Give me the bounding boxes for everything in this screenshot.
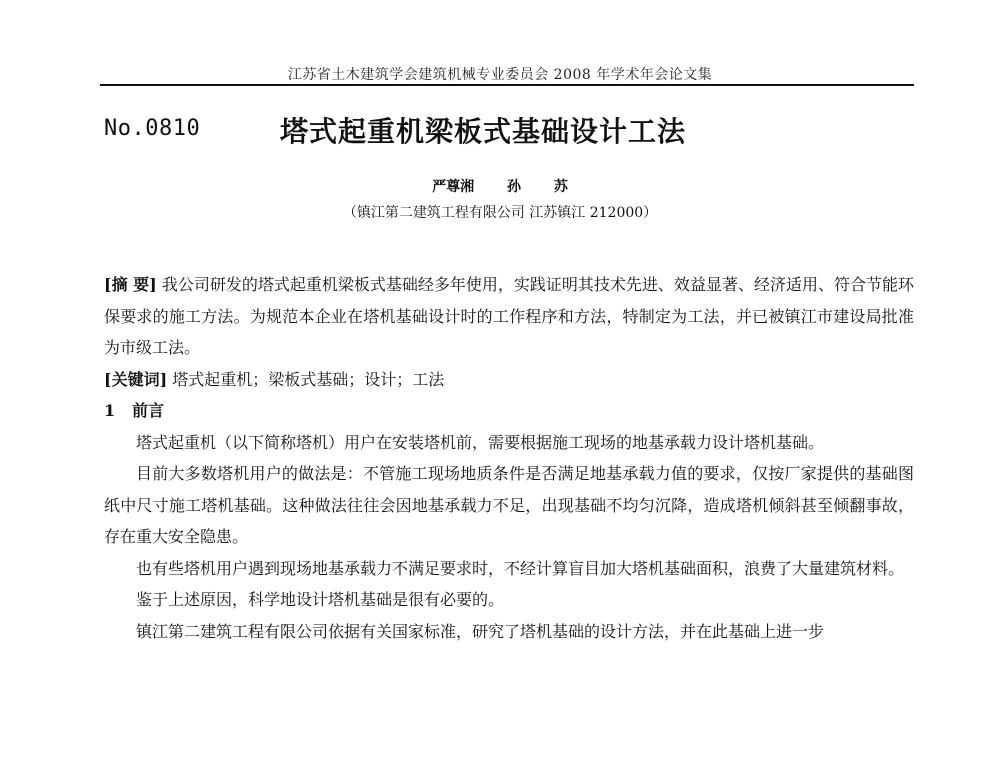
- paragraph: 也有些塔机用户遇到现场地基承载力不满足要求时，不经计算盲目加大塔机基础面积，浪费了大量建筑材料。: [136, 558, 905, 578]
- abstract-label: [摘 要]: [104, 275, 157, 294]
- body-text: [104, 269, 914, 647]
- keywords-label: [关键词]: [104, 369, 168, 389]
- abstract: [104, 269, 914, 364]
- paragraph: 镇江第二建筑工程有限公司依据有关国家标准，研究了塔机基础的设计方法，并在此基础上进一步: [136, 621, 825, 641]
- keywords: [104, 364, 914, 396]
- running-header: 江苏省土木建筑学会建筑机械专业委员会 2008 年学术年会论文集: [287, 67, 713, 83]
- authors: 严尊湘 孙 苏: [432, 179, 568, 195]
- paper-title: 塔式起重机梁板式基础设计工法: [280, 115, 687, 148]
- header-rule: [100, 84, 914, 86]
- abstract-text: 我公司研发的塔式起重机梁板式基础经多年使用，实践证明其技术先进、效益显著、经济适用、符合节能环保要求的施工方法。为规范本企业在塔机基础设计时的工作程序和方法，特制定为工法，并已被镇江市建设局批准为市级工法。: [104, 275, 914, 357]
- paragraph: 目前大多数塔机用户的做法是：不管施工现场地质条件是否满足地基承载力值的要求，仅按厂家提供的基础图纸中尺寸施工塔机基础。这种做法往往会因地基承载力不足，出现基础不均匀沉降，造成塔机倾斜甚至倾翻事故，存在重大安全隐患。: [104, 464, 914, 546]
- paragraph: 塔式起重机（以下简称塔机）用户在安装塔机前，需要根据施工现场的地基承载力设计塔机基础。: [136, 432, 825, 452]
- section-title: 前言: [132, 401, 165, 420]
- affiliation: （镇江第二建筑工程有限公司 江苏镇江 212000）: [342, 205, 658, 221]
- keywords-text: 塔式起重机；梁板式基础；设计；工法: [172, 369, 445, 389]
- section-number: 1: [104, 401, 116, 420]
- paragraph: 鉴于上述原因，科学地设计塔机基础是很有必要的。: [136, 590, 505, 609]
- paper-number: No.0810: [104, 116, 201, 141]
- section-heading: [104, 395, 914, 427]
